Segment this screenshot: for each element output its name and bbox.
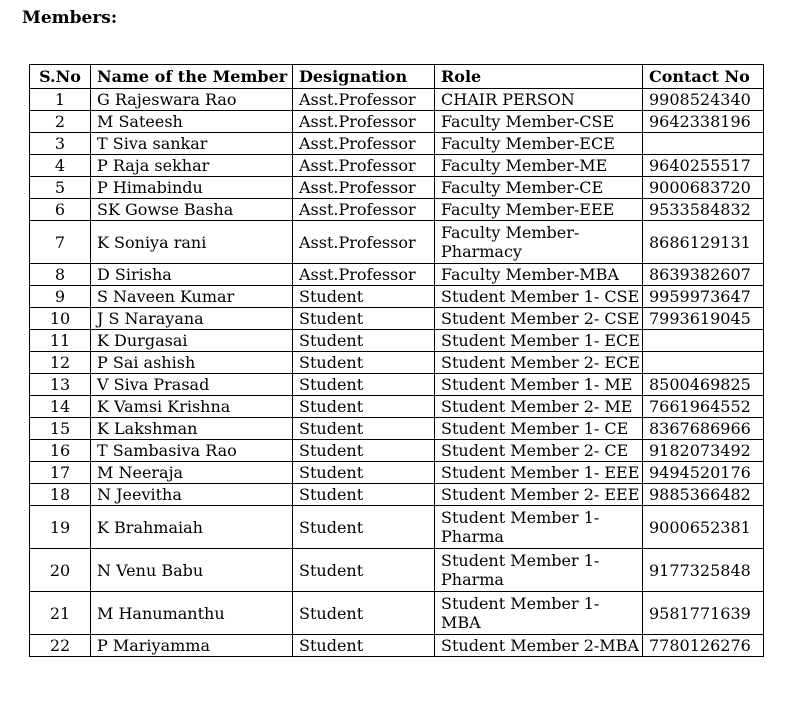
table-body [30,89,764,657]
cell-member-name: D Sirisha [91,264,293,286]
cell-contact-no: 9581771639 [643,592,764,635]
cell-designation: Asst.Professor [293,199,435,221]
cell-member-name: K Lakshman [91,418,293,440]
cell-contact-no: 9642338196 [643,111,764,133]
cell-designation: Asst.Professor [293,155,435,177]
cell-role: Student Member 1- Pharma [435,549,643,592]
cell-designation: Student [293,286,435,308]
cell-contact-no: 8639382607 [643,264,764,286]
cell-contact-no: 9494520176 [643,462,764,484]
cell-member-name: V Siva Prasad [91,374,293,396]
members-table [29,64,764,657]
cell-member-name: M Neeraja [91,462,293,484]
column-header-sno: S.No [30,65,91,89]
cell-designation: Student [293,352,435,374]
cell-member-name: T Siva sankar [91,133,293,155]
cell-sno: 4 [30,155,91,177]
cell-contact-no: 7661964552 [643,396,764,418]
table-row [30,484,764,506]
table-header-row [30,65,764,89]
table-row [30,418,764,440]
cell-role: Student Member 1- CSE [435,286,643,308]
cell-contact-no: 7993619045 [643,308,764,330]
table-row [30,506,764,549]
cell-role: Student Member 1- MBA [435,592,643,635]
cell-member-name: M Hanumanthu [91,592,293,635]
table-row [30,308,764,330]
column-header-name: Name of the Member [91,65,293,89]
cell-designation: Student [293,418,435,440]
cell-sno: 19 [30,506,91,549]
cell-member-name: T Sambasiva Rao [91,440,293,462]
table-row [30,396,764,418]
cell-sno: 11 [30,330,91,352]
cell-contact-no: 9959973647 [643,286,764,308]
cell-contact-no [643,133,764,155]
cell-designation: Student [293,506,435,549]
cell-role: Student Member 2-MBA [435,635,643,657]
table-row [30,177,764,199]
cell-member-name: P Mariyamma [91,635,293,657]
table-row [30,133,764,155]
table-row [30,264,764,286]
table-row [30,592,764,635]
cell-role: Faculty Member-MBA [435,264,643,286]
cell-sno: 15 [30,418,91,440]
cell-role: Student Member 1- Pharma [435,506,643,549]
table-row [30,221,764,264]
cell-sno: 18 [30,484,91,506]
cell-sno: 12 [30,352,91,374]
table-row [30,374,764,396]
cell-contact-no: 9640255517 [643,155,764,177]
table-row [30,89,764,111]
cell-member-name: M Sateesh [91,111,293,133]
cell-member-name: N Venu Babu [91,549,293,592]
cell-member-name: N Jeevitha [91,484,293,506]
cell-sno: 14 [30,396,91,418]
cell-designation: Student [293,330,435,352]
table-row [30,549,764,592]
cell-role: Student Member 2- CSE [435,308,643,330]
cell-sno: 9 [30,286,91,308]
cell-designation: Asst.Professor [293,221,435,264]
cell-designation: Asst.Professor [293,89,435,111]
cell-member-name: K Vamsi Krishna [91,396,293,418]
cell-member-name: G Rajeswara Rao [91,89,293,111]
cell-sno: 2 [30,111,91,133]
cell-contact-no: 8686129131 [643,221,764,264]
cell-designation: Student [293,308,435,330]
cell-designation: Asst.Professor [293,111,435,133]
table-row [30,462,764,484]
cell-role: Faculty Member-EEE [435,199,643,221]
cell-role: Student Member 2- CE [435,440,643,462]
cell-designation: Asst.Professor [293,133,435,155]
cell-member-name: P Sai ashish [91,352,293,374]
cell-designation: Asst.Professor [293,264,435,286]
column-header-role: Role [435,65,643,89]
cell-member-name: K Soniya rani [91,221,293,264]
table-row [30,111,764,133]
cell-sno: 10 [30,308,91,330]
cell-contact-no: 9885366482 [643,484,764,506]
cell-role: Faculty Member-ECE [435,133,643,155]
cell-contact-no: 8367686966 [643,418,764,440]
cell-contact-no: 8500469825 [643,374,764,396]
cell-contact-no [643,330,764,352]
cell-sno: 5 [30,177,91,199]
cell-role: Student Member 1- CE [435,418,643,440]
cell-designation: Student [293,374,435,396]
cell-role: Student Member 2- EEE [435,484,643,506]
table-row [30,199,764,221]
cell-role: Faculty Member-Pharmacy [435,221,643,264]
cell-member-name: J S Narayana [91,308,293,330]
cell-sno: 13 [30,374,91,396]
cell-role: Student Member 2- ME [435,396,643,418]
cell-designation: Student [293,440,435,462]
column-header-designation: Designation [293,65,435,89]
cell-contact-no: 9000652381 [643,506,764,549]
cell-member-name: K Durgasai [91,330,293,352]
cell-sno: 16 [30,440,91,462]
cell-contact-no: 9177325848 [643,549,764,592]
cell-designation: Student [293,396,435,418]
table-row [30,330,764,352]
cell-designation: Student [293,462,435,484]
cell-contact-no: 9182073492 [643,440,764,462]
cell-sno: 20 [30,549,91,592]
cell-member-name: SK Gowse Basha [91,199,293,221]
cell-contact-no: 7780126276 [643,635,764,657]
cell-role: Student Member 2- ECE [435,352,643,374]
cell-role: CHAIR PERSON [435,89,643,111]
cell-sno: 22 [30,635,91,657]
table-row [30,155,764,177]
cell-member-name: S Naveen Kumar [91,286,293,308]
cell-designation: Student [293,592,435,635]
cell-contact-no: 9533584832 [643,199,764,221]
cell-role: Student Member 1- EEE [435,462,643,484]
cell-sno: 17 [30,462,91,484]
cell-contact-no: 9000683720 [643,177,764,199]
cell-member-name: K Brahmaiah [91,506,293,549]
cell-sno: 21 [30,592,91,635]
cell-contact-no: 9908524340 [643,89,764,111]
cell-sno: 3 [30,133,91,155]
cell-role: Student Member 1- ECE [435,330,643,352]
cell-role: Faculty Member-ME [435,155,643,177]
table-row [30,352,764,374]
cell-designation: Student [293,549,435,592]
table-row [30,286,764,308]
table-row [30,440,764,462]
cell-designation: Student [293,635,435,657]
cell-designation: Asst.Professor [293,177,435,199]
cell-sno: 6 [30,199,91,221]
cell-designation: Student [293,484,435,506]
cell-role: Faculty Member-CSE [435,111,643,133]
cell-sno: 8 [30,264,91,286]
cell-role: Faculty Member-CE [435,177,643,199]
cell-contact-no [643,352,764,374]
column-header-contact: Contact No [643,65,764,89]
cell-sno: 7 [30,221,91,264]
section-heading: Members: [22,8,118,28]
cell-member-name: P Himabindu [91,177,293,199]
cell-member-name: P Raja sekhar [91,155,293,177]
cell-role: Student Member 1- ME [435,374,643,396]
cell-sno: 1 [30,89,91,111]
table-row [30,635,764,657]
